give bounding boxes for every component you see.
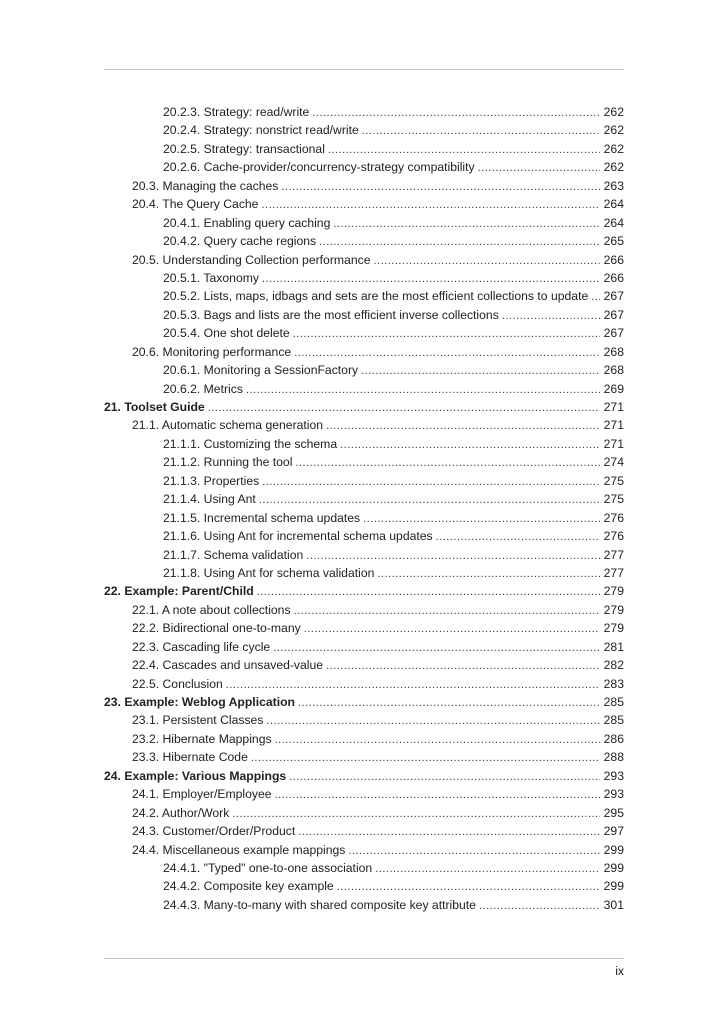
toc-entry-title: 23.3. Hibernate Code <box>132 750 248 765</box>
dot-leader <box>326 657 600 674</box>
toc-entry-page: 262 <box>603 160 624 175</box>
toc-entry[interactable] <box>104 822 624 840</box>
dot-leader <box>377 565 599 582</box>
toc-entry-title: 22.1. A note about collections <box>132 602 291 617</box>
toc-entry-page: 281 <box>603 639 624 654</box>
dot-leader <box>289 768 599 785</box>
dot-leader <box>591 288 599 305</box>
toc-entry[interactable] <box>104 306 624 324</box>
dot-leader <box>306 547 599 564</box>
toc-entry[interactable] <box>104 472 624 490</box>
toc-entry[interactable] <box>104 121 624 139</box>
toc-entry-title: 21.1.6. Using Ant for incremental schema updates <box>163 529 433 544</box>
toc-entry-page: 267 <box>603 326 624 341</box>
toc-entry[interactable] <box>104 638 624 656</box>
toc-entry-page: 285 <box>603 713 624 728</box>
toc-entry-page: 265 <box>603 234 624 249</box>
toc-entry-title: 24.4.2. Composite key example <box>163 879 334 894</box>
toc-entry-title: 20.2.5. Strategy: transactional <box>163 141 325 156</box>
dot-leader <box>328 141 600 158</box>
toc-entry-title: 22.4. Cascades and unsaved-value <box>132 658 324 673</box>
toc-entry[interactable] <box>104 195 624 213</box>
dot-leader <box>479 897 600 914</box>
toc-entry[interactable] <box>104 730 624 748</box>
toc-entry-title: 23.1. Persistent Classes <box>132 713 264 728</box>
toc-entry-page: 275 <box>603 492 624 507</box>
dot-leader <box>293 325 600 342</box>
toc-entry[interactable] <box>104 859 624 877</box>
toc-entry-page: 299 <box>603 879 624 894</box>
toc-entry-page: 276 <box>603 510 624 525</box>
toc-entry[interactable] <box>104 785 624 803</box>
toc-entry[interactable] <box>104 287 624 305</box>
dot-leader <box>340 436 600 453</box>
dot-leader <box>266 712 599 729</box>
dot-leader <box>373 252 599 269</box>
toc-entry-page: 301 <box>603 897 624 912</box>
toc-entry[interactable] <box>104 896 624 914</box>
toc-entry-page: 295 <box>603 805 624 820</box>
toc-entry-page: 274 <box>603 455 624 470</box>
toc-entry-page: 275 <box>603 473 624 488</box>
toc-entry[interactable] <box>104 767 624 785</box>
toc-entry-title: 20.2.3. Strategy: read/write <box>163 105 310 119</box>
dot-leader <box>436 528 600 545</box>
toc-entry[interactable] <box>104 177 624 195</box>
dot-leader <box>326 417 600 434</box>
toc-entry-title: 20.4. The Query Cache <box>132 197 259 212</box>
toc-entry-title: 20.2.6. Cache-provider/concurrency-strategy compatibility <box>163 160 475 175</box>
toc-entry-page: 279 <box>603 621 624 636</box>
toc-entry-title: 21.1.5. Incremental schema updates <box>163 510 361 525</box>
footer-rule <box>104 958 624 959</box>
toc-entry-page: 268 <box>603 344 624 359</box>
toc-entry[interactable] <box>104 693 624 711</box>
toc-entry-page: 264 <box>603 215 624 230</box>
toc-entry[interactable] <box>104 361 624 379</box>
toc-entry[interactable] <box>104 251 624 269</box>
toc-entry[interactable] <box>104 619 624 637</box>
toc-entry[interactable] <box>104 380 624 398</box>
toc-entry-page: 271 <box>603 436 624 451</box>
dot-leader <box>304 620 600 637</box>
toc-entry[interactable] <box>104 214 624 232</box>
toc-entry-title: 20.4.2. Query cache regions <box>163 234 317 249</box>
header-rule <box>104 69 624 70</box>
toc-entry-title: 20.6. Monitoring performance <box>132 344 292 359</box>
toc-entry[interactable] <box>104 509 624 527</box>
toc-entry[interactable] <box>104 675 624 693</box>
dot-leader <box>251 749 600 766</box>
toc-entry[interactable] <box>104 656 624 674</box>
toc-entry-title: 21. Toolset Guide <box>104 400 205 414</box>
dot-leader <box>208 399 600 416</box>
toc-entry[interactable] <box>104 564 624 582</box>
toc-entry-page: 293 <box>603 787 624 802</box>
toc-entry[interactable] <box>104 877 624 895</box>
toc-entry-page: 262 <box>603 123 624 138</box>
toc-entry[interactable] <box>104 527 624 545</box>
toc-entry[interactable] <box>104 490 624 508</box>
dot-leader <box>246 381 600 398</box>
toc-entry-title: 20.6.1. Monitoring a SessionFactory <box>163 363 359 378</box>
dot-leader <box>502 307 600 324</box>
toc-entry-page: 279 <box>603 584 624 599</box>
toc-entry-title: 22.3. Cascading life cycle <box>132 639 271 654</box>
toc-entry-page: 277 <box>603 547 624 562</box>
toc-entry-page: 288 <box>603 750 624 765</box>
dot-leader <box>361 362 600 379</box>
toc-entry-page: 299 <box>603 842 624 857</box>
toc-entry-title: 21.1.8. Using Ant for schema validation <box>163 565 375 580</box>
toc-entry[interactable] <box>104 158 624 176</box>
toc-entry-title: 24.4. Miscellaneous example mappings <box>132 842 346 857</box>
dot-leader <box>232 805 599 822</box>
toc-entry-page: 266 <box>603 270 624 285</box>
toc-entry[interactable] <box>104 435 624 453</box>
toc-entry-page: 267 <box>603 307 624 322</box>
toc-entry[interactable] <box>104 546 624 564</box>
toc-entry-title: 20.4.1. Enabling query caching <box>163 215 331 230</box>
dot-leader <box>337 878 600 895</box>
toc-entry-page: 263 <box>603 178 624 193</box>
dot-leader <box>348 842 599 859</box>
toc-entry-page: 285 <box>603 695 624 709</box>
toc-entry-title: 20.5. Understanding Collection performance <box>132 252 371 267</box>
toc-entry-title: 21.1.3. Properties <box>163 473 260 488</box>
dot-leader <box>262 270 600 287</box>
toc-entry-page: 283 <box>603 676 624 691</box>
toc-entry-title: 21.1.2. Running the tool <box>163 455 293 470</box>
dot-leader <box>362 122 600 139</box>
dot-leader <box>261 196 599 213</box>
table-of-contents <box>104 103 624 914</box>
toc-entry-title: 23. Example: Weblog Application <box>104 695 295 709</box>
toc-entry-title: 24. Example: Various Mappings <box>104 768 287 783</box>
toc-entry-title: 20.5.2. Lists, maps, idbags and sets are the most efficient collections to update <box>163 289 589 304</box>
dot-leader <box>275 786 600 803</box>
toc-entry-page: 282 <box>603 658 624 673</box>
toc-entry-title: 22.5. Conclusion <box>132 676 223 691</box>
dot-leader <box>375 860 599 877</box>
toc-entry-title: 20.5.4. One shot delete <box>163 326 290 341</box>
dot-leader <box>275 731 600 748</box>
toc-entry[interactable] <box>104 841 624 859</box>
toc-entry-title: 21.1. Automatic schema generation <box>132 418 324 433</box>
dot-leader <box>226 676 600 693</box>
dot-leader <box>295 454 599 471</box>
toc-entry-page: 262 <box>603 141 624 156</box>
toc-entry-title: 21.1.4. Using Ant <box>163 492 256 507</box>
toc-entry[interactable] <box>104 103 624 121</box>
toc-entry-title: 20.5.3. Bags and lists are the most efficient inverse collections <box>163 307 499 322</box>
toc-entry-page: 277 <box>603 565 624 580</box>
toc-entry-title: 24.1. Employer/Employee <box>132 787 272 802</box>
toc-entry[interactable] <box>104 269 624 287</box>
dot-leader <box>262 473 599 490</box>
toc-entry[interactable] <box>104 324 624 342</box>
toc-entry-page: 299 <box>603 860 624 875</box>
toc-entry-title: 22.2. Bidirectional one-to-many <box>132 621 301 636</box>
dot-leader <box>363 510 600 527</box>
toc-entry-page: 271 <box>603 418 624 433</box>
toc-entry[interactable] <box>104 416 624 434</box>
toc-entry-page: 293 <box>603 768 624 783</box>
dot-leader <box>281 178 599 195</box>
toc-entry-page: 286 <box>603 731 624 746</box>
toc-entry-title: 20.6.2. Metrics <box>163 381 243 396</box>
toc-entry[interactable] <box>104 343 624 361</box>
toc-entry-title: 20.5.1. Taxonomy <box>163 270 259 285</box>
toc-entry-title: 20.3. Managing the caches <box>132 178 279 193</box>
toc-entry[interactable] <box>104 711 624 729</box>
dot-leader <box>333 215 599 232</box>
dot-leader <box>273 639 599 656</box>
toc-entry-title: 24.4.1. "Typed" one-to-one association <box>163 860 373 875</box>
toc-entry[interactable] <box>104 804 624 822</box>
toc-entry-page: 262 <box>603 105 624 119</box>
page-number: ix <box>615 964 624 978</box>
toc-entry-title: 24.4.3. Many-to-many with shared composite key attribute <box>163 897 476 912</box>
dot-leader <box>257 583 600 600</box>
toc-entry-page: 276 <box>603 529 624 544</box>
dot-leader <box>259 491 600 508</box>
dot-leader <box>294 602 600 619</box>
dot-leader <box>478 159 600 176</box>
dot-leader <box>294 344 599 361</box>
toc-entry-page: 264 <box>603 197 624 212</box>
dot-leader <box>319 233 600 250</box>
toc-entry[interactable] <box>104 453 624 471</box>
toc-entry-title: 23.2. Hibernate Mappings <box>132 731 272 746</box>
toc-entry[interactable] <box>104 140 624 158</box>
toc-entry-title: 21.1.7. Schema validation <box>163 547 304 562</box>
toc-entry-page: 271 <box>603 400 624 414</box>
toc-entry-page: 269 <box>603 381 624 396</box>
dot-leader <box>312 104 599 121</box>
toc-entry-page: 266 <box>603 252 624 267</box>
toc-entry-page: 297 <box>603 824 624 839</box>
toc-entry-title: 21.1.1. Customizing the schema <box>163 436 338 451</box>
dot-leader <box>298 694 600 711</box>
toc-entry[interactable] <box>104 582 624 600</box>
toc-entry[interactable] <box>104 398 624 416</box>
toc-entry[interactable] <box>104 232 624 250</box>
toc-entry[interactable] <box>104 748 624 766</box>
dot-leader <box>298 823 599 840</box>
toc-entry-title: 24.3. Customer/Order/Product <box>132 824 296 839</box>
toc-entry-title: 22. Example: Parent/Child <box>104 584 254 599</box>
toc-entry-page: 267 <box>603 289 624 304</box>
toc-entry-title: 24.2. Author/Work <box>132 805 230 820</box>
toc-entry[interactable] <box>104 601 624 619</box>
toc-entry-title: 20.2.4. Strategy: nonstrict read/write <box>163 123 359 138</box>
toc-entry-page: 279 <box>603 602 624 617</box>
toc-entry-page: 268 <box>603 363 624 378</box>
